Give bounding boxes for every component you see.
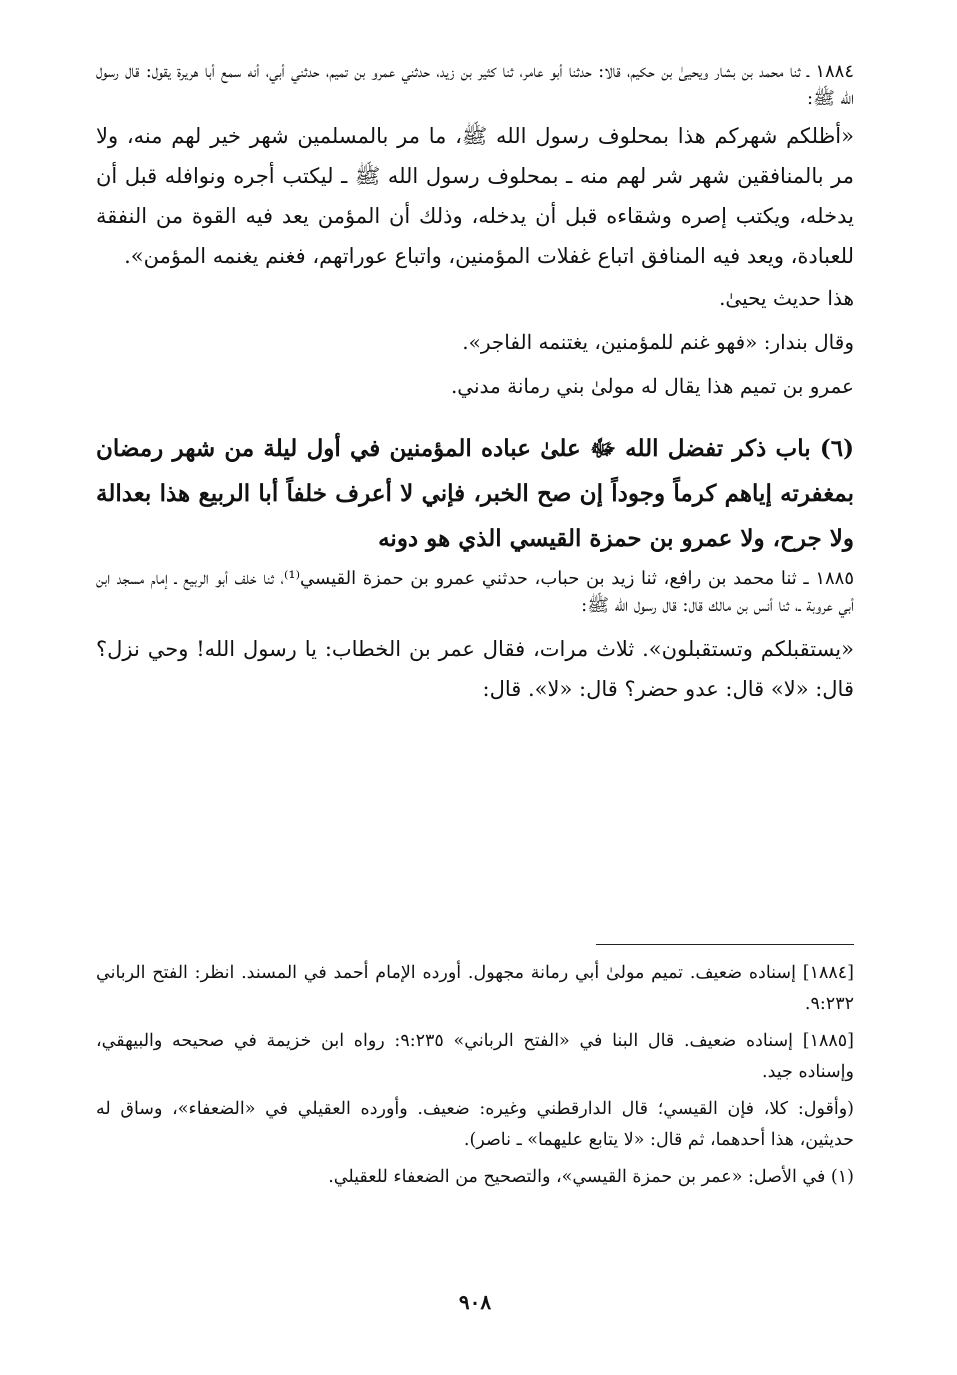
page-number: ٩٠٨ [458, 1290, 492, 1314]
chapter-title: (٦) باب ذكر تفضل الله ﷻ علىٰ عباده المؤمنين في أول ليلة من شهر رمضان بمغفرته إياهم كرماً وجوداً إن صح الخبر، فإني لا أعرف خلفاً أبا الربيع هذا بعدالة ولا جرح، ولا عمرو بن حمزة القيسي الذي هو دونه [96, 435, 854, 552]
hadith-1884-isnad: ١٨٨٤ ـ ثنا محمد بن بشار ويحيىٰ بن حكيم، قالا: حدثنا أبو عامر، ثنا كثير بن زيد، حدثني عمرو بن تميم، حدثني أبي، أنه سمع أبا هريرة يقول: قال رسول الله ﷺ: [96, 61, 854, 109]
footnote-1885: [١٨٨٥] إسناده ضعيف. قال البنا في «الفتح الرباني» ٩:٢٣٥: رواه ابن خزيمة في صحيحه والبيهقي، وإسناده جيد. [96, 1031, 854, 1082]
footnote-1: (١) في الأصل: «عمر بن حمزة القيسي»، والتصحيح من الضعفاء للعقيلي. [328, 1167, 854, 1187]
footnote-1885-comment: (وأقول: كلا، فإن القيسي؛ قال الدارقطني وغيره: ضعيف. وأورده العقيلي في «الضعفاء»، وساق له حديثين، هذا أحدهما، ثم قال: «لا يتابع عليهما» ـ ناصر). [96, 1099, 854, 1150]
hadith-1884-note-yahya: هذا حديث يحيىٰ. [719, 286, 854, 310]
footnote-divider [596, 944, 854, 945]
hadith-1884-matn: «أظلكم شهركم هذا بمحلوف رسول الله ﷺ، ما مر بالمسلمين شهر خير لهم منه، ولا مر بالمنافقين شهر شر لهم منه ـ بمحلوف رسول الله ﷺ ـ ليكتب أجره ونوافله قبل أن يدخله، ويكتب إصره وشقاءه قبل أن يدخله، وذلك أن المؤمن يعد فيه القوة من النفقة للعبادة، ويعد فيه المنافق اتباع غفلات المؤمنين، واتباع عوراتهم، فغنم يغنمه المؤمن». [96, 124, 854, 268]
spacer [96, 619, 854, 629]
page-content [96, 58, 854, 1318]
hadith-1885-isnad: ١٨٨٥ ـ ثنا محمد بن رافع، ثنا زيد بن حباب، حدثني عمرو بن حمزة القيسي⁽¹⁾، ثنا خلف أبو الربيع ـ إمام مسجد ابن أبي عروبة ـ، ثنا أنس بن مالك قال: قال رسول الله ﷺ: [96, 568, 854, 616]
footnotes [96, 958, 854, 1199]
footnote-1884: [١٨٨٤] إسناده ضعيف. تميم مولىٰ أبي رمانة مجهول. أورده الإمام أحمد في المسند. انظر: الفتح الرباني ٩:٢٣٢. [96, 963, 854, 1014]
hadith-1885-matn: «يستقبلكم وتستقبلون». ثلاث مرات، فقال عمر بن الخطاب: يا رسول الله! وحي نزل؟ قال: «لا» قال: عدو حضر؟ قال: «لا». قال: [96, 637, 854, 701]
hadith-1884-note-amr: عمرو بن تميم هذا يقال له مولىٰ بني رمانة مدني. [450, 374, 854, 398]
hadith-1884-note-bundar: وقال بندار: «فهو غنم للمؤمنين، يغتنمه الفاجر». [462, 330, 854, 354]
